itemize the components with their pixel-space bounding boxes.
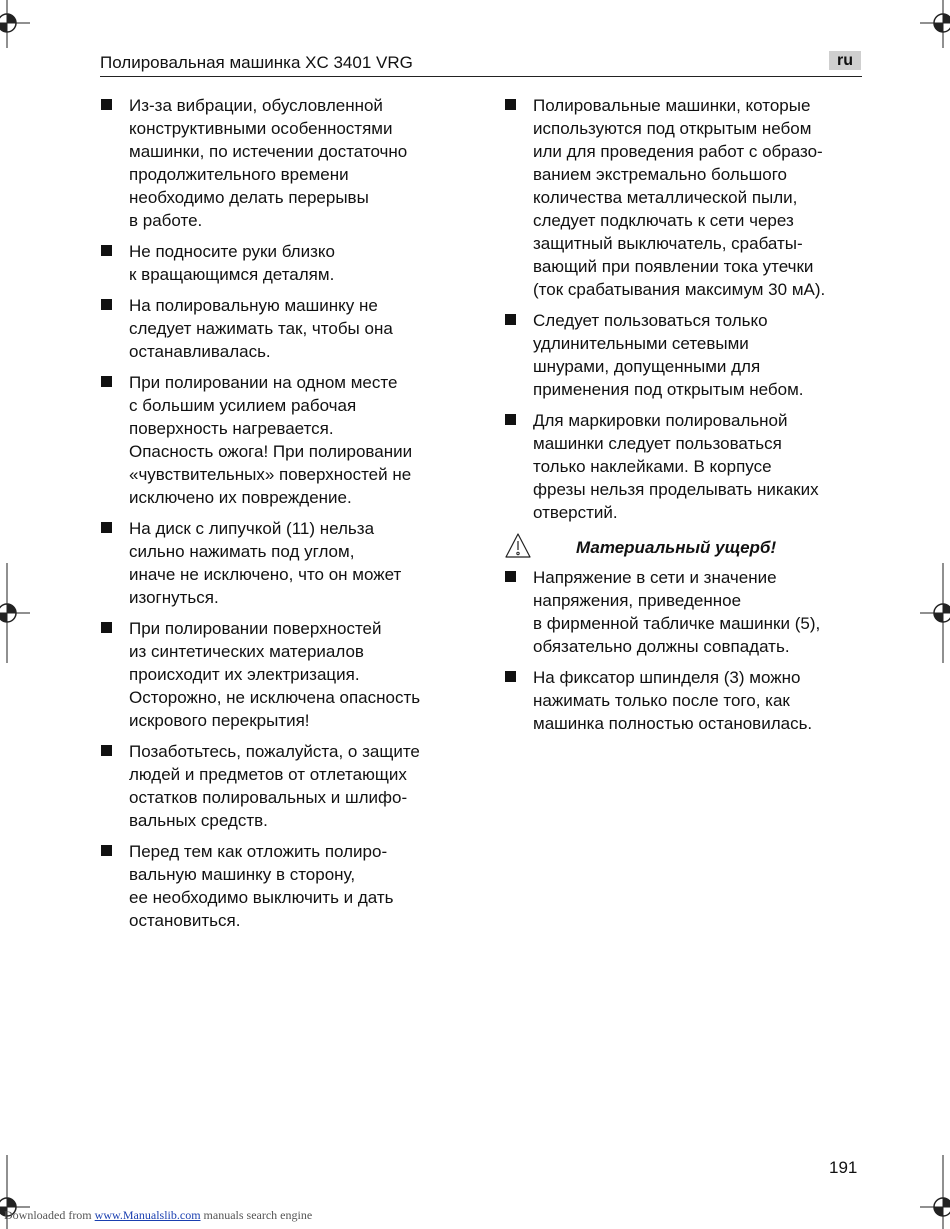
safety-list-item bbox=[100, 240, 460, 286]
manualslib-link[interactable]: www.Manualslib.com bbox=[94, 1208, 201, 1222]
safety-list-item bbox=[504, 566, 864, 658]
safety-item-text: При полировании поверхностей из синтетических материалов происходит их электризация. Осторожно, не исключена опасность искрового перекрытия! bbox=[129, 619, 421, 730]
safety-list-item bbox=[100, 840, 460, 932]
language-badge: ru bbox=[829, 51, 861, 70]
safety-list-item bbox=[504, 666, 864, 735]
safety-list-item bbox=[504, 94, 864, 301]
registration-mark-icon bbox=[920, 563, 950, 663]
warning-heading bbox=[504, 532, 864, 562]
warning-triangle-icon bbox=[504, 532, 532, 560]
bullet-square-icon bbox=[101, 245, 112, 256]
bullet-square-icon bbox=[505, 99, 516, 110]
bullet-square-icon bbox=[101, 99, 112, 110]
registration-mark-icon bbox=[0, 563, 30, 663]
safety-item-text: При полировании на одном месте с большим усилием рабочая поверхность нагревается. Опасность ожога! При полировании «чувствительных» поверхностей не исключено их повреждение. bbox=[129, 373, 413, 507]
bullet-square-icon bbox=[505, 314, 516, 325]
safety-item-text: На диск с липучкой (11) нельза сильно нажимать под углом, иначе не исключено, что он может изогнуться. bbox=[129, 519, 402, 607]
safety-item-text: На фиксатор шпинделя (3) можно нажимать только после того, как машинка полностью остановилась. bbox=[533, 668, 813, 733]
footer-prefix: Downloaded from bbox=[4, 1208, 95, 1222]
safety-item-text: Не подносите руки близко к вращающимся деталям. bbox=[129, 242, 335, 284]
registration-mark-icon bbox=[0, 0, 30, 48]
download-footer bbox=[4, 1208, 312, 1223]
safety-item-text: Для маркировки полировальной машинки следует пользоваться только наклейками. В корпусе фрезы нельзя проделывать никаких отверстий. bbox=[533, 411, 819, 522]
safety-list-item bbox=[100, 517, 460, 609]
right-column bbox=[504, 94, 864, 743]
safety-list-item bbox=[100, 294, 460, 363]
bullet-square-icon bbox=[101, 745, 112, 756]
safety-item-text: Полировальные машинки, которые используются под открытым небом или для проведения работ с образо- ванием экстремально большого количества металлической пыли, следует подключать к сети через защитный выключатель, срабаты- вающий при появлении тока утечки (ток срабатывания максимум 30 мА). bbox=[533, 96, 826, 299]
safety-list-item bbox=[100, 617, 460, 732]
safety-item-text: Напряжение в сети и значение напряжения, приведенное в фирменной табличке машинки (5), обязательно должны совпадать. bbox=[533, 568, 821, 656]
page-header-title: Полировальная машинка XC 3401 VRG bbox=[100, 53, 413, 72]
bullet-square-icon bbox=[505, 414, 516, 425]
bullet-square-icon bbox=[505, 671, 516, 682]
safety-list-item bbox=[100, 94, 460, 232]
bullet-square-icon bbox=[101, 845, 112, 856]
bullet-square-icon bbox=[101, 299, 112, 310]
page-number: 191 bbox=[829, 1158, 858, 1177]
safety-list-item bbox=[100, 371, 460, 509]
left-column bbox=[100, 94, 460, 940]
registration-mark-icon bbox=[920, 0, 950, 48]
safety-item-text: Перед тем как отложить полиро- вальную машинку в сторону, ее необходимо выключить и дать остановиться. bbox=[129, 842, 394, 930]
safety-list-item bbox=[504, 409, 864, 524]
header-divider bbox=[100, 76, 862, 77]
footer-suffix: manuals search engine bbox=[200, 1208, 313, 1222]
safety-item-text: Позаботьтесь, пожалуйста, о защите людей и предметов от отлетающих остатков полировальных и шлифо- вальных средств. bbox=[129, 742, 420, 830]
bullet-square-icon bbox=[101, 622, 112, 633]
warning-title: Материальный ущерб! bbox=[576, 538, 777, 557]
bullet-square-icon bbox=[505, 571, 516, 582]
safety-list-item bbox=[504, 309, 864, 401]
bullet-square-icon bbox=[101, 522, 112, 533]
safety-item-text: Из-за вибрации, обусловленной конструктивными особенностями машинки, по истечении достаточно продолжительного времени необходимо делать перерывы в работе. bbox=[129, 96, 408, 230]
safety-item-text: На полировальную машинку не следует нажимать так, чтобы она останавливалась. bbox=[129, 296, 393, 361]
registration-mark-icon bbox=[920, 1155, 950, 1229]
safety-list-item bbox=[100, 740, 460, 832]
bullet-square-icon bbox=[101, 376, 112, 387]
safety-item-text: Следует пользоваться только удлинительными сетевыми шнурами, допущенными для применения под открытым небом. bbox=[533, 311, 804, 399]
